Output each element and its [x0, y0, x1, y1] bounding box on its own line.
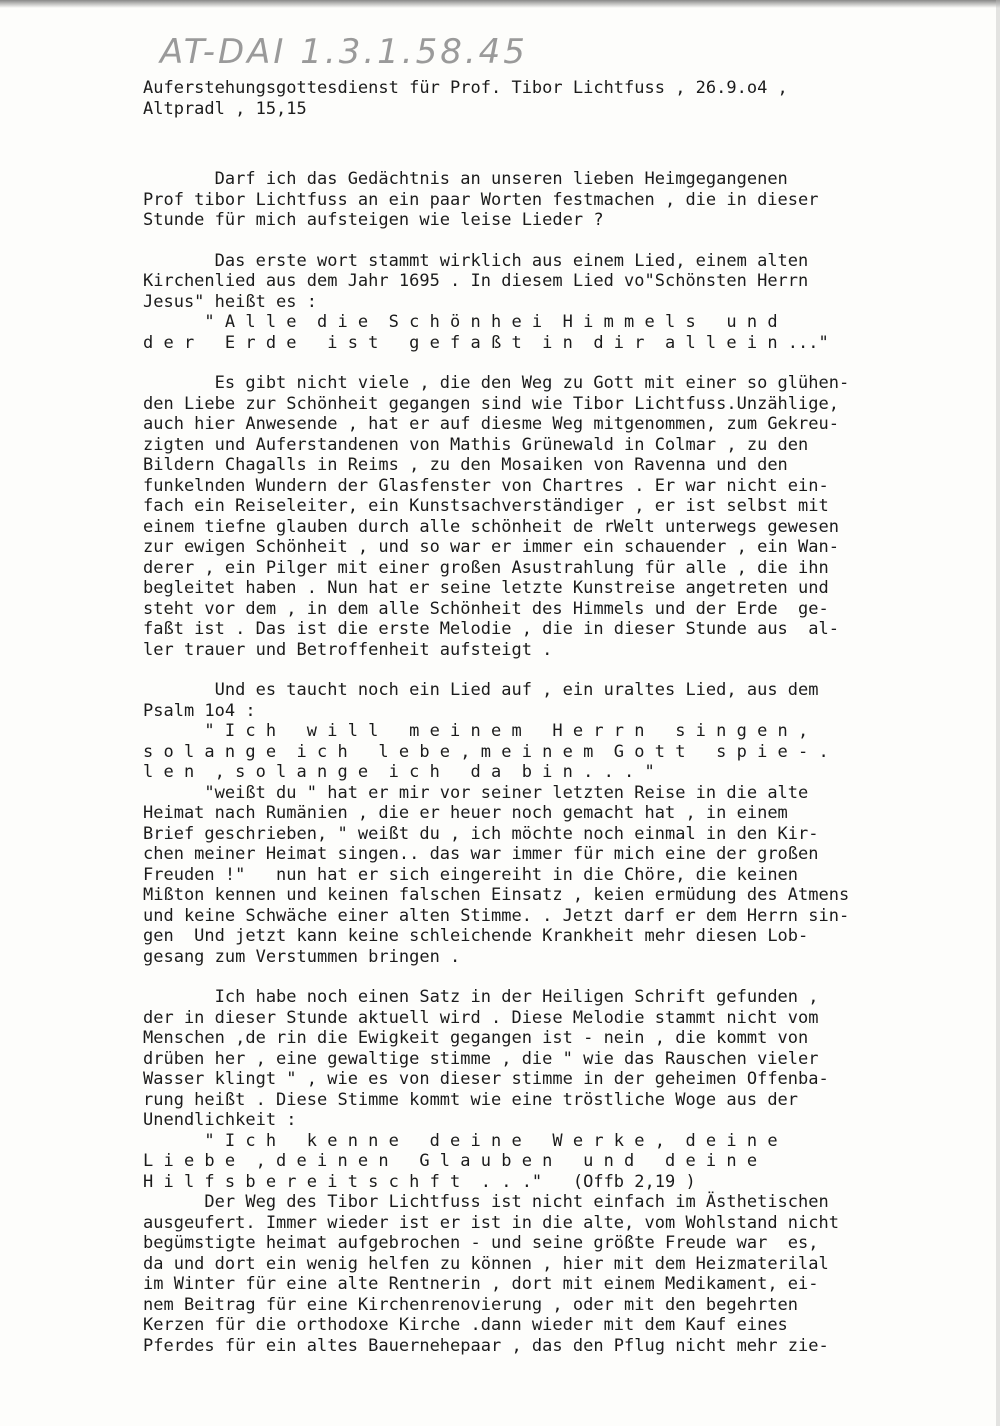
quote-line: " I c h w i l l m e i n e m H e r r n s i n g e n , — [143, 721, 809, 741]
paragraph-2 — [143, 251, 963, 354]
text-line: Prof tibor Lichtfuss an ein paar Worten festmachen , die in dieser — [143, 189, 819, 210]
quote-line: s o l a n g e i c h l e b e , m e i n e m G o t t s p i e - . — [143, 741, 829, 762]
text-line: Der Weg des Tibor Lichtfuss ist nicht einfach im Ästhetischen — [143, 1192, 829, 1212]
quote-line: l e n , s o l a n g e i c h d a b i n . . . " — [143, 762, 655, 782]
text-line: auch hier Anwesende , hat er auf diesme Weg mitgenommen, zum Gekreu- — [143, 414, 839, 434]
text-line: "weißt du " hat er mir vor seiner letzten Reise in die alte — [143, 782, 809, 803]
text-line: da und dort ein wenig helfen zu können , hier mit dem Heizmaterilal — [143, 1253, 829, 1274]
text-line: faßt ist . Das ist die erste Melodie , die in dieser Stunde aus al- — [143, 619, 839, 639]
text-line: ausgeufert. Immer wieder ist er ist in die alte, vom Wohlstand nicht — [143, 1212, 839, 1233]
scan-top-edge — [0, 0, 1000, 8]
text-line: im Winter für eine alte Rentnerin , dort mit einem Medikament, ei- — [143, 1274, 819, 1294]
text-line: Pferdes für ein altes Bauernehepaar , das den Pflug nicht mehr zie- — [143, 1335, 829, 1356]
text-line: begleitet haben . Nun hat er seine letzte Kunstreise angetreten und — [143, 578, 829, 598]
text-line: Wasser klingt " , wie es von dieser stimme in der geheimen Offenba- — [143, 1069, 829, 1089]
quote-line: H i l f s b e r e i t s c h f t . . ." (Offb 2,19 ) — [143, 1171, 696, 1192]
text-line: rung heißt . Diese Stimme kommt wie eine tröstliche Woge aus der — [143, 1089, 799, 1110]
text-line: gesang zum Verstummen bringen . — [143, 946, 461, 967]
paragraph-4 — [143, 680, 963, 967]
text-line: Stunde für mich aufsteigen wie leise Lieder ? — [143, 210, 604, 230]
text-line: Kirchenlied aus dem Jahr 1695 . In diesem Lied vo"Schönsten Herrn — [143, 271, 809, 291]
text-line: einem tiefne glauben durch alle schönheit de rWelt unterwegs gewesen — [143, 516, 839, 537]
text-line: funkelnden Wundern der Glasfenster von Chartres . Er war nicht ein- — [143, 475, 829, 496]
text-line: Kerzen für die orthodoxe Kirche .dann wieder mit dem Kauf eines — [143, 1315, 788, 1335]
quote-line: " A l l e d i e S c h ö n h e i H i m m e l s u n d — [143, 312, 778, 332]
text-line: Das erste wort stammt wirklich aus einem Lied, einem alten — [143, 250, 809, 271]
document-header — [143, 78, 963, 119]
text-line: Ich habe noch einen Satz in der Heiligen Schrift gefunden , — [143, 987, 819, 1007]
text-line: Psalm 1o4 : — [143, 700, 256, 721]
text-line: ler trauer und Betroffenheit aufsteigt . — [143, 639, 553, 660]
paragraph-5 — [143, 987, 963, 1356]
text-line: Mißton kennen und keinen falschen Einsatz , keien ermüdung des Atmens — [143, 885, 850, 905]
paragraph-1 — [143, 169, 963, 231]
text-line: Unendlichkeit : — [143, 1110, 297, 1130]
text-line: fach ein Reiseleiter, ein Kunstsachverständiger , er ist selbst mit — [143, 496, 829, 516]
text-line: der in dieser Stunde aktuell wird . Diese Melodie stammt nicht vom — [143, 1007, 819, 1028]
text-line: drüben her , eine gewaltige stimme , die " wie das Rauschen vieler — [143, 1048, 819, 1069]
text-line: Darf ich das Gedächtnis an unseren lieben Heimgegangenen — [143, 169, 788, 189]
text-line: derer , ein Pilger mit einer großen Asustrahlung für alle , die ihn — [143, 557, 829, 578]
text-line: Bildern Chagalls in Reims , zu den Mosaiken von Ravenna und den — [143, 455, 788, 475]
paragraph-3 — [143, 373, 963, 660]
text-line: den Liebe zur Schönheit gegangen sind wie Tibor Lichtfuss.Unzählige, — [143, 393, 839, 414]
quote-line: " I c h k e n n e d e i n e W e r k e , d e i n e — [143, 1130, 778, 1151]
text-line: Und es taucht noch ein Lied auf , ein uraltes Lied, aus dem — [143, 680, 819, 700]
text-line: begümstigte heimat aufgebrochen - und seine größte Freude war es, — [143, 1233, 819, 1253]
text-line: und keine Schwäche einer alten Stimme. . Jetzt darf er dem Herrn sin- — [143, 905, 850, 926]
text-line: chen meiner Heimat singen.. das war immer für mich eine der großen — [143, 844, 819, 864]
text-line: Es gibt nicht viele , die den Weg zu Gott mit einer so glühen- — [143, 373, 850, 393]
quote-line: L i e b e , d e i n e n G l a u b e n u n d d e i n e — [143, 1151, 758, 1171]
text-line: steht vor dem , in dem alle Schönheit des Himmels und der Erde ge- — [143, 598, 829, 619]
archive-signature: AT-DAI 1.3.1.58.45 — [160, 32, 528, 72]
text-line: gen Und jetzt kann keine schleichende Krankheit mehr diesen Lob- — [143, 926, 809, 946]
text-line: Freuden !" nun hat er sich eingereiht in die Chöre, die keinen — [143, 864, 799, 885]
document-body — [143, 78, 963, 1356]
header-line: Altpradl , 15,15 — [143, 98, 307, 119]
text-line: zur ewigen Schönheit , und so war er immer ein schauender , ein Wan- — [143, 537, 839, 557]
text-line: zigten und Auferstandenen von Mathis Grünewald in Colmar , zu den — [143, 434, 809, 455]
text-line: nem Beitrag für eine Kirchenrenovierung , oder mit den begehrten — [143, 1294, 799, 1315]
scan-right-edge — [996, 0, 1000, 1426]
quote-line: d e r E r d e i s t g e f a ß t i n d i r a l l e i n ..." — [143, 332, 829, 353]
header-line: Auferstehungsgottesdienst für Prof. Tibor Lichtfuss , 26.9.o4 , — [143, 78, 788, 98]
text-line: Jesus" heißt es : — [143, 291, 317, 312]
text-line: Menschen ,de rin die Ewigkeit gegangen ist - nein , die kommt von — [143, 1028, 809, 1048]
text-line: Heimat nach Rumänien , die er heuer noch gemacht hat , in einem — [143, 803, 788, 823]
text-line: Brief geschrieben, " weißt du , ich möchte noch einmal in den Kir- — [143, 823, 819, 844]
